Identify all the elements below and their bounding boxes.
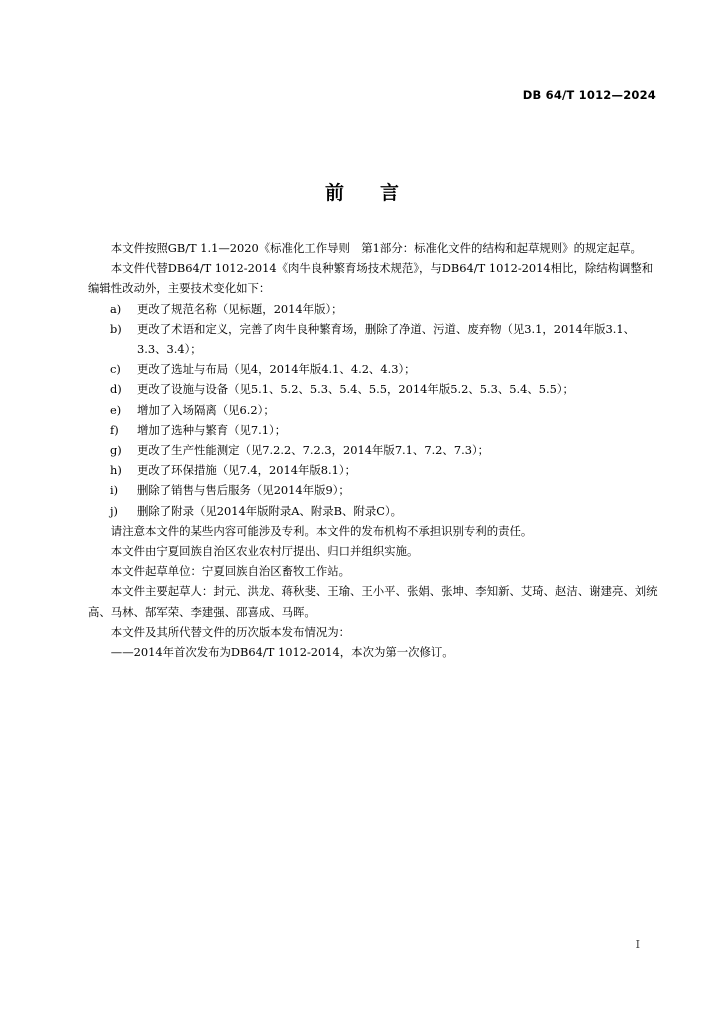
list-item	[88, 480, 658, 500]
page-number: I	[635, 938, 640, 951]
page-title	[0, 178, 724, 205]
changes-list	[88, 299, 658, 521]
list-item	[88, 420, 658, 440]
list-item	[88, 299, 658, 319]
list-item-mark: g)	[110, 443, 122, 458]
list-item-text: 删除了销售与售后服务（见2014年版9）；	[137, 483, 350, 498]
list-item-mark: a)	[110, 301, 122, 316]
list-item-text: 删除了附录（见2014年版附录A、附录B、附录C）。	[137, 503, 403, 518]
list-item-mark: i)	[110, 483, 119, 498]
title-char-left: 前	[324, 182, 344, 204]
list-item	[88, 460, 658, 480]
list-item-mark: c)	[110, 362, 121, 377]
list-item-mark: e)	[110, 402, 122, 417]
list-item-mark: j)	[110, 503, 118, 518]
list-item-text: 增加了入场隔离（见6.2）；	[137, 402, 275, 417]
list-item-text: 更改了术语和定义，完善了肉牛良种繁育场，删除了净道、污道、废弃物（见3.1，2014年版3.1、3.3、3.4）；	[137, 321, 636, 357]
paragraph-proposer: 本文件由宁夏回族自治区农业农村厅提出、归口并组织实施。	[110, 544, 419, 559]
paragraph-replacement: 本文件代替DB64/T 1012-2014《肉牛良种繁育场技术规范》，与DB64/T 1012-2014相比，除结构调整和编辑性改动外，主要技术变化如下：	[88, 261, 654, 296]
list-item-text: 更改了规范名称（见标题，2014年版）；	[137, 301, 343, 316]
list-item	[88, 400, 658, 420]
list-item-text: 增加了选种与繁育（见7.1）；	[137, 422, 287, 437]
list-item	[88, 379, 658, 399]
list-item-mark: h)	[110, 463, 122, 478]
paragraph-history-intro: 本文件及其所代替文件的历次版本发布情况为：	[110, 624, 351, 639]
foreword-body	[88, 238, 658, 662]
title-char-right: 言	[380, 182, 400, 204]
list-item-text: 更改了生产性能测定（见7.2.2、7.2.3，2014年版7.1、7.2、7.3）；	[137, 443, 490, 458]
standard-code: DB 64/T 1012—2024	[522, 88, 656, 102]
list-item	[88, 440, 658, 460]
list-item	[88, 359, 658, 379]
list-item-mark: b)	[110, 321, 122, 336]
list-item-text: 更改了环保措施（见7.4，2014年版8.1）；	[137, 463, 356, 478]
paragraph-drafting-basis: 本文件按照GB/T 1.1—2020《标准化工作导则 第1部分：标准化文件的结构和起草规则》的规定起草。	[110, 241, 642, 255]
list-item	[88, 319, 658, 359]
list-item-mark: f)	[110, 422, 119, 437]
list-item-text: 更改了设施与设备（见5.1、5.2、5.3、5.4、5.5，2014年版5.2、5.3、5.4、5.5）；	[137, 382, 574, 397]
list-item	[88, 501, 658, 521]
paragraph-history-item: ——2014年首次发布为DB64/T 1012-2014，本次为第一次修订。	[110, 645, 454, 660]
paragraph-drafters: 本文件主要起草人：封元、洪龙、蒋秋斐、王瑜、王小平、张娟、张坤、李知新、艾琦、赵洁、谢建亮、刘统高、马林、郜军荣、李建强、邵喜成、马晖。	[88, 584, 658, 619]
paragraph-patent-notice: 请注意本文件的某些内容可能涉及专利。本文件的发布机构不承担识别专利的责任。	[110, 523, 533, 538]
list-item-mark: d)	[110, 382, 122, 397]
paragraph-drafting-unit: 本文件起草单位：宁夏回族自治区畜牧工作站。	[110, 564, 351, 579]
list-item-text: 更改了选址与布局（见4，2014年版4.1、4.2、4.3）；	[137, 362, 416, 377]
